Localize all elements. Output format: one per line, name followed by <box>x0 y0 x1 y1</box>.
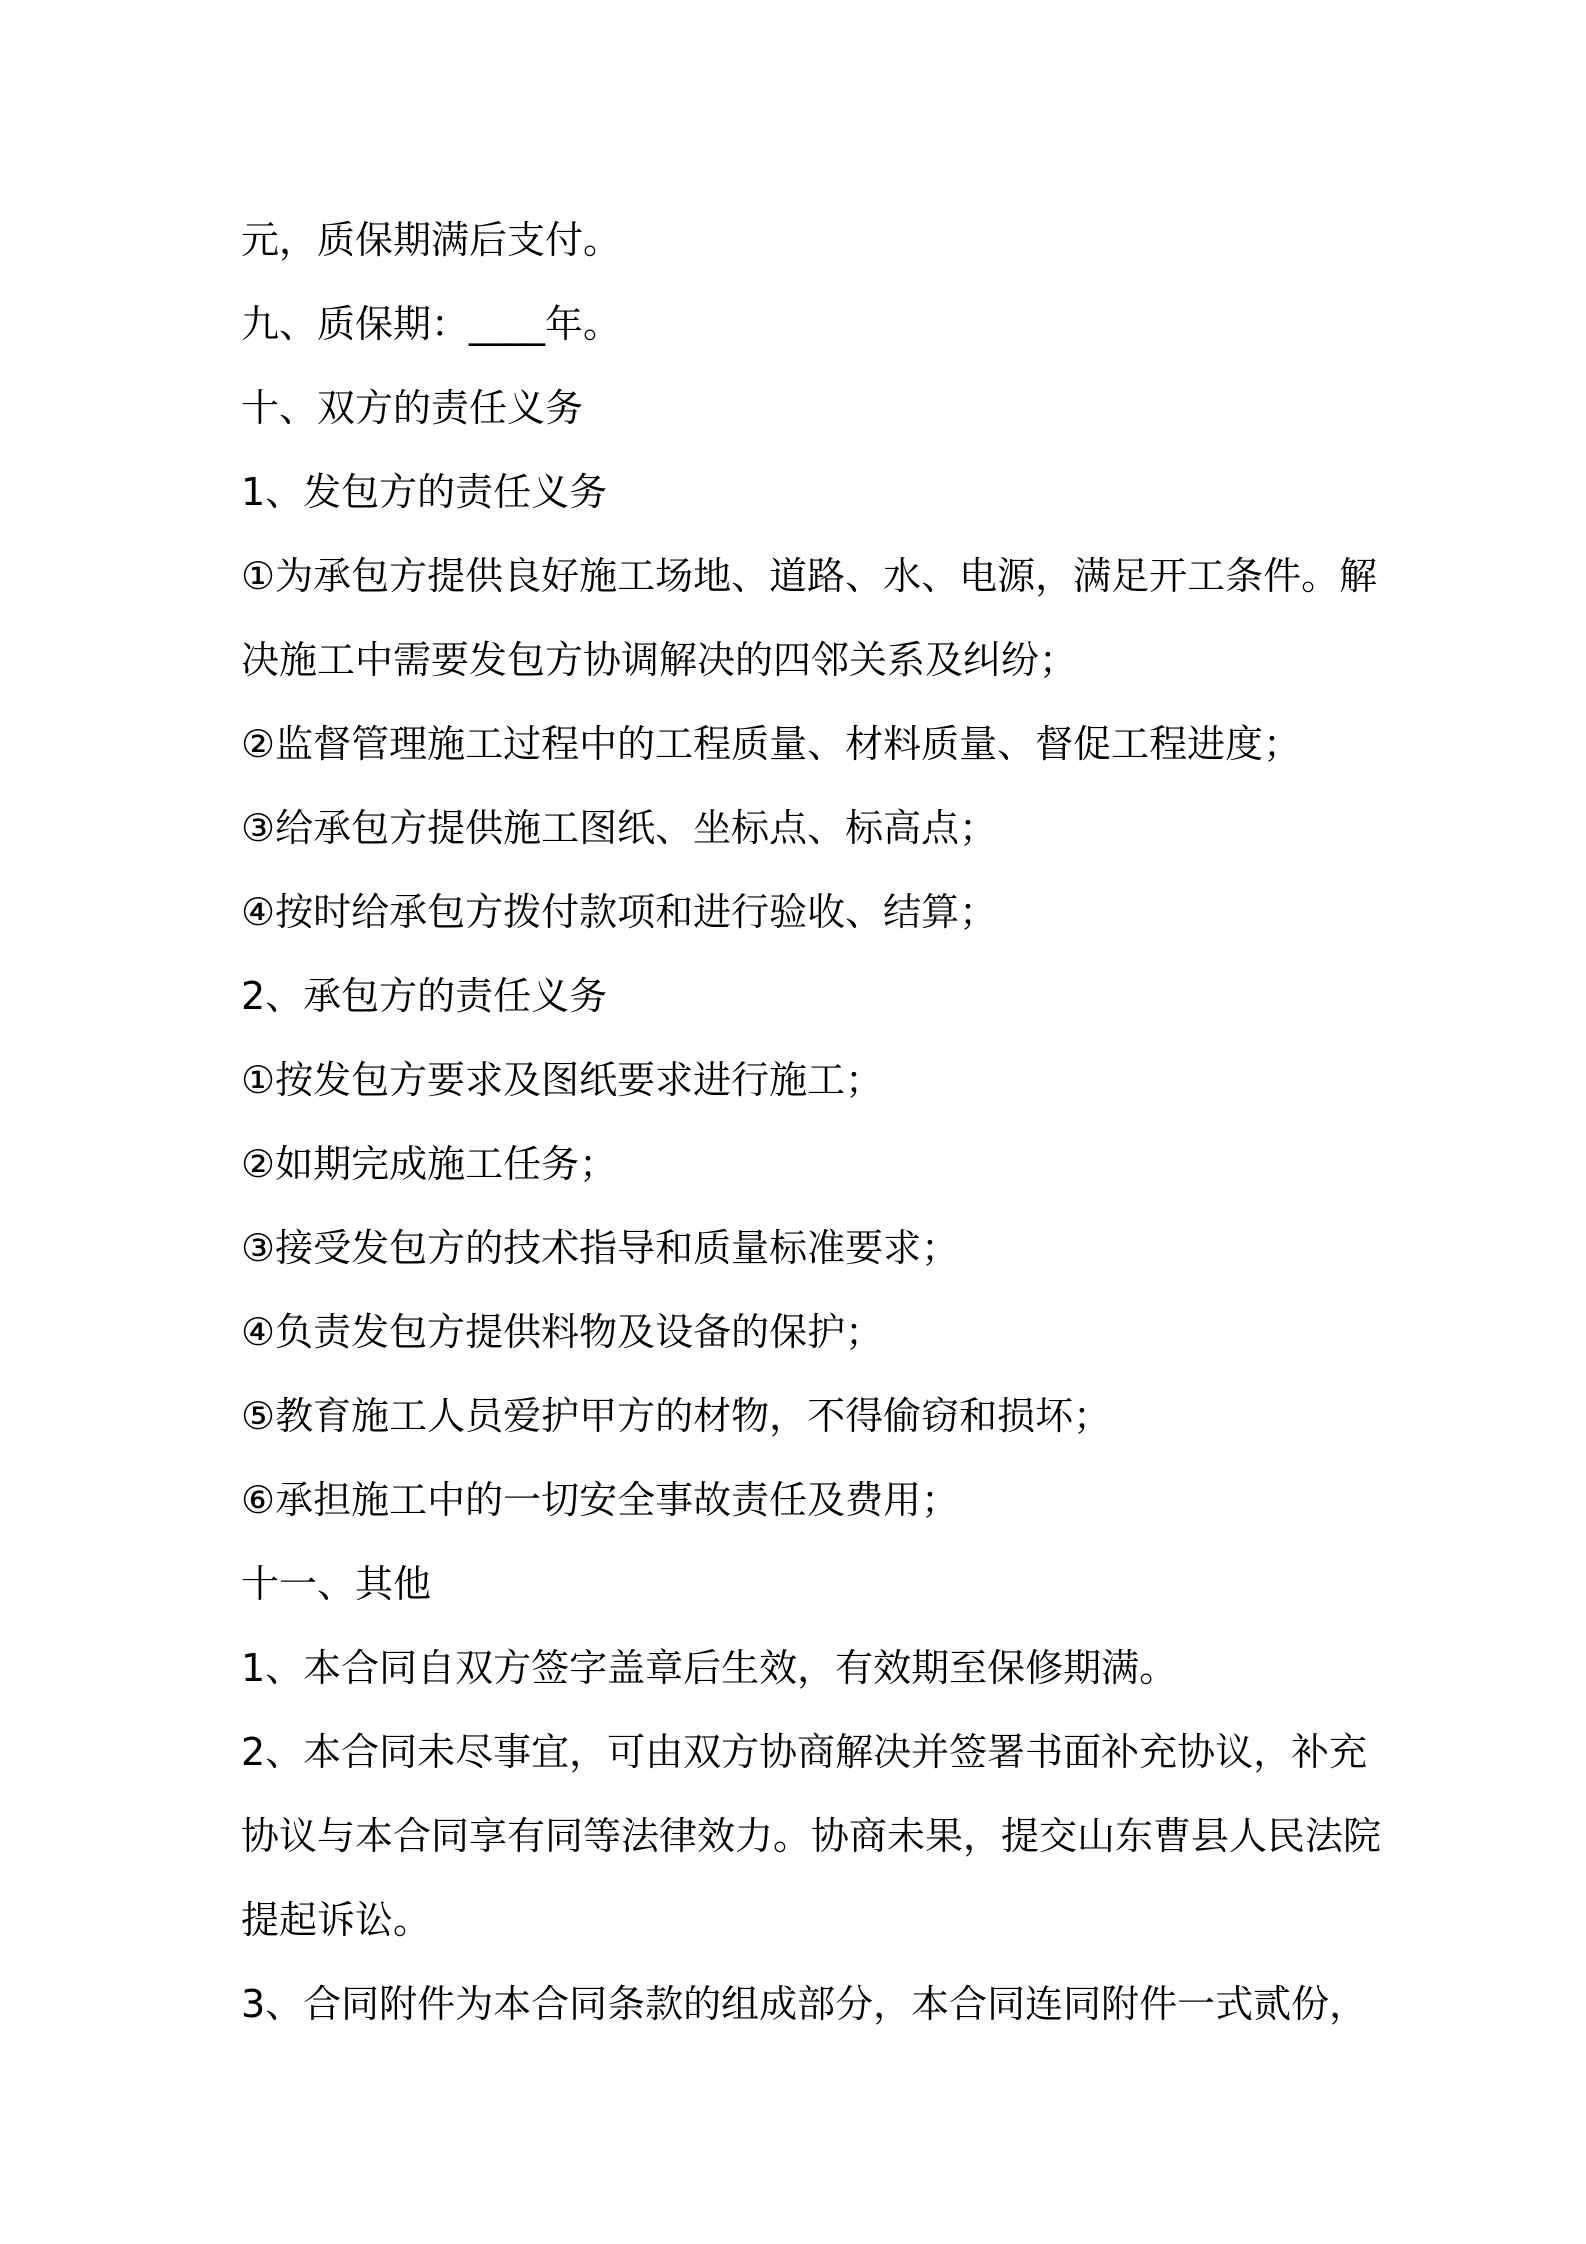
list-item-contractor-3: ③接受发包方的技术指导和质量标准要求； <box>241 1226 960 1270</box>
subheading-contractor-duties: 2、承包方的责任义务 <box>241 974 608 1018</box>
list-item-employer-4: ④按时给承包方拨付款项和进行验收、结算； <box>241 890 998 934</box>
document-body <box>241 198 1382 2046</box>
clause-other-2-cont: 协议与本合同享有同等法律效力。协商未果，提交山东曹县人民法院 <box>241 1814 1382 1858</box>
list-item-employer-3: ③给承包方提供施工图纸、坐标点、标高点； <box>241 806 998 850</box>
clause-other-3: 3、合同附件为本合同条款的组成部分，本合同连同附件一式贰份， <box>241 1982 1368 2026</box>
list-item-contractor-5: ⑤教育施工人员爱护甲方的材物，不得偷窃和损坏； <box>241 1394 1112 1438</box>
clause-other-2-end: 提起诉讼。 <box>241 1898 432 1942</box>
list-item-contractor-6: ⑥承担施工中的一切安全事故责任及费用； <box>241 1478 960 1522</box>
subheading-employer-duties: 1、发包方的责任义务 <box>241 470 608 514</box>
heading-responsibilities: 十、双方的责任义务 <box>241 386 584 430</box>
clause-other-1: 1、本合同自双方签字盖章后生效，有效期至保修期满。 <box>241 1646 1178 1690</box>
list-item-employer-1-cont: 决施工中需要发包方协调解决的四邻关系及纠纷； <box>241 638 1078 682</box>
list-item-contractor-4: ④负责发包方提供料物及设备的保护； <box>241 1310 884 1354</box>
text-line-payment-after-warranty: 元，质保期满后支付。 <box>241 218 622 262</box>
heading-warranty-period: 九、质保期：____年。 <box>241 302 622 346</box>
list-item-contractor-1: ①按发包方要求及图纸要求进行施工； <box>241 1058 884 1102</box>
list-item-employer-1: ①为承包方提供良好施工场地、道路、水、电源，满足开工条件。解 <box>241 554 1378 598</box>
list-item-contractor-2: ②如期完成施工任务； <box>241 1142 618 1186</box>
heading-other: 十一、其他 <box>241 1562 432 1606</box>
clause-other-2: 2、本合同未尽事宜，可由双方协商解决并签署书面补充协议，补充 <box>241 1730 1368 1774</box>
list-item-employer-2: ②监督管理施工过程中的工程质量、材料质量、督促工程进度； <box>241 722 1302 766</box>
